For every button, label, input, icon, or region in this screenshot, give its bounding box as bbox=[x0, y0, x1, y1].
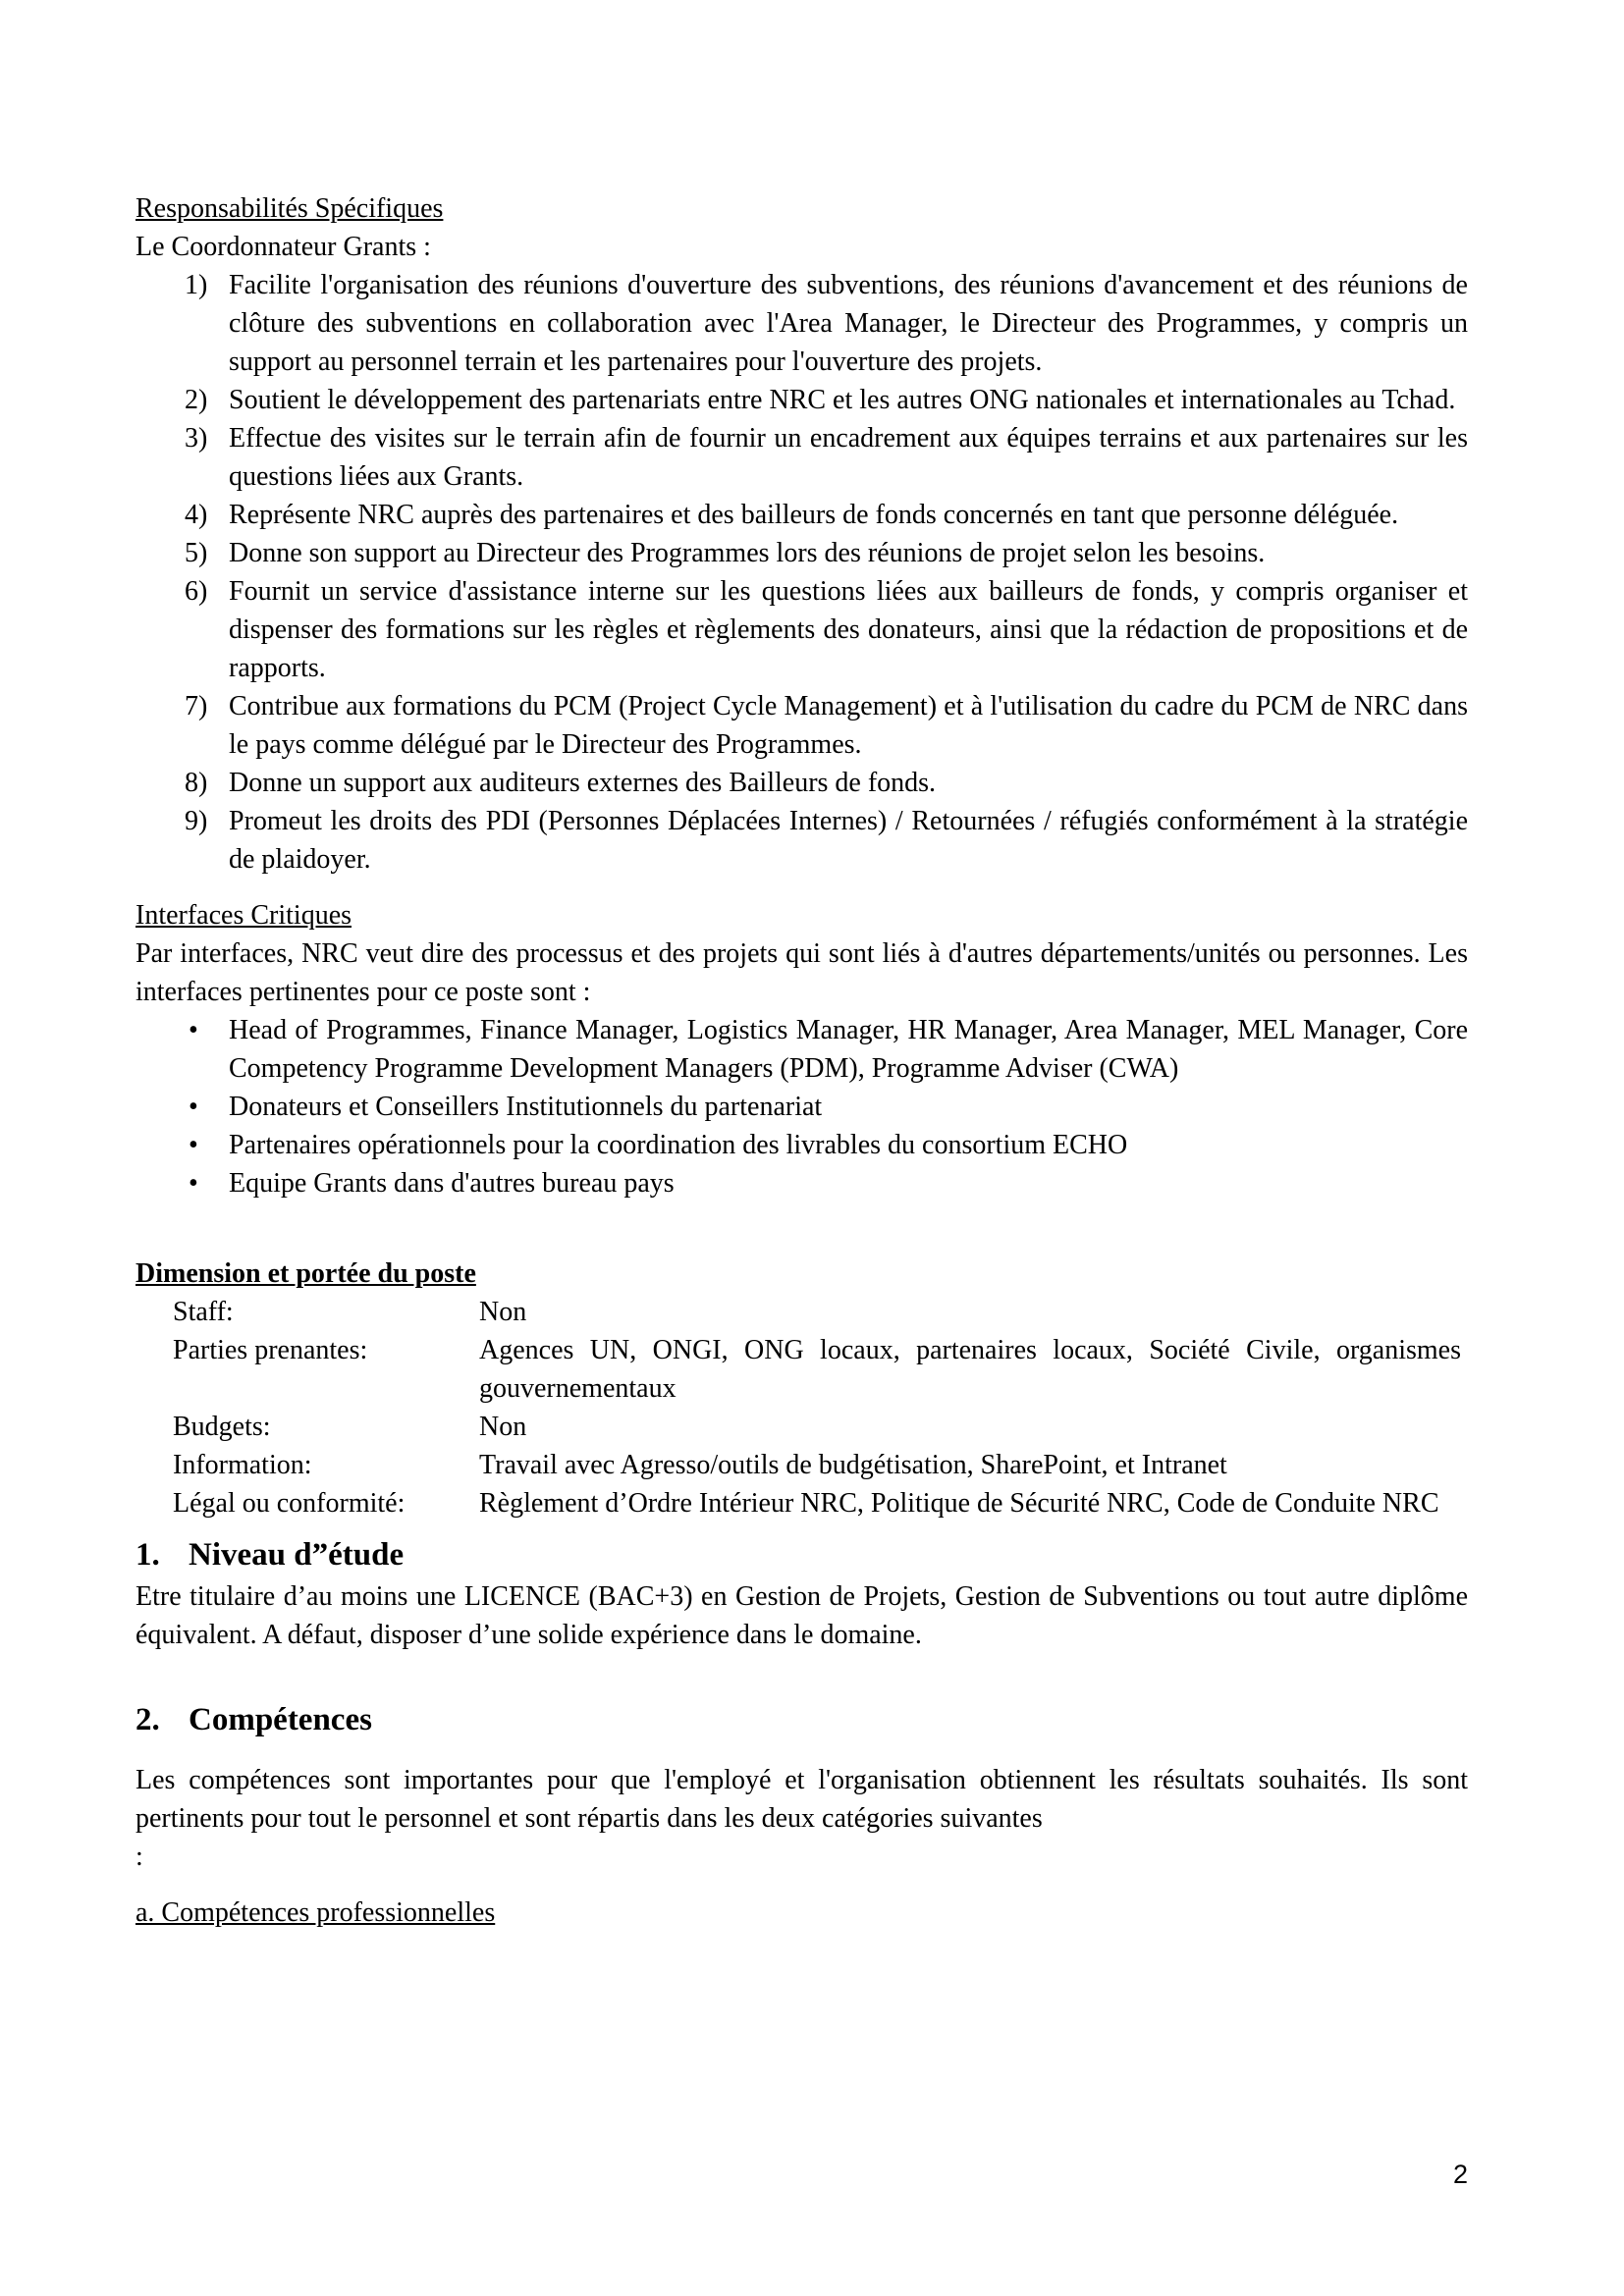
row-label: Parties prenantes: bbox=[173, 1335, 368, 1365]
row-label: Staff: bbox=[173, 1297, 234, 1327]
table-row bbox=[135, 1293, 1468, 1331]
interfaces-list bbox=[135, 1011, 1468, 1202]
responsabilites-list bbox=[135, 266, 1468, 879]
competences-subheading bbox=[135, 1894, 1468, 1932]
list-item: • Partenaires opérationnels pour la coordination des livrables du consortium ECHO bbox=[135, 1126, 1468, 1164]
responsabilites-heading-text: Responsabilités Spécifiques bbox=[135, 193, 444, 224]
row-value: Non bbox=[479, 1297, 527, 1327]
responsabilites-intro: Le Coordonnateur Grants : bbox=[135, 232, 431, 262]
interfaces-intro: Par interfaces, NRC veut dire des processus et des projets qui sont liés à d'autres départements/unités ou personnes. Les interfaces pertinentes pour ce poste sont : bbox=[135, 938, 1468, 1007]
table-row bbox=[135, 1331, 1468, 1408]
row-value: Travail avec Agresso/outils de budgétisation, SharePoint, et Intranet bbox=[479, 1450, 1227, 1480]
interfaces-heading bbox=[135, 896, 1468, 934]
row-value: Règlement d’Ordre Intérieur NRC, Politique de Sécurité NRC, Code de Conduite NRC bbox=[479, 1488, 1439, 1519]
list-item: Fournit un service d'assistance interne sur les questions liées aux bailleurs de fonds, y compris organiser et dispenser des formations sur les règles et règlements des donateurs, ainsi que la rédaction de propositions et de rapports. bbox=[229, 576, 1468, 683]
competences-heading-number: 2. bbox=[135, 1702, 160, 1737]
section-responsabilites bbox=[135, 189, 1468, 879]
competences-subheading-text: a. Compétences professionnelles bbox=[135, 1897, 496, 1928]
row-value: Non bbox=[479, 1412, 527, 1442]
table-row bbox=[135, 1446, 1468, 1484]
list-item: • Head of Programmes, Finance Manager, Logistics Manager, HR Manager, Area Manager, MEL Manager, Core Competency Programme Development Managers (PDM), Programme Adviser (CWA) bbox=[135, 1011, 1468, 1088]
row-label: Information: bbox=[173, 1450, 312, 1480]
row-label: Légal ou conformité: bbox=[173, 1488, 406, 1519]
list-item: Facilite l'organisation des réunions d'ouverture des subventions, des réunions d'avancement et des réunions de clôture des subventions en collaboration avec l'Area Manager, le Directeur des Programmes, y compris un support au personnel terrain et les partenaires pour l'ouverture des projets. bbox=[229, 270, 1468, 377]
table-row bbox=[135, 1408, 1468, 1446]
section-dimension bbox=[135, 1255, 1468, 1522]
niveau-heading-text: Niveau d”étude bbox=[189, 1537, 405, 1573]
dimension-heading bbox=[135, 1255, 1468, 1293]
competences-body: Les compétences sont importantes pour que l'employé et l'organisation obtiennent les résultats souhaités. Ils sont pertinents pour tout le personnel et sont répartis dans les deux catégories suivantes bbox=[135, 1765, 1468, 1834]
competences-heading-text: Compétences bbox=[189, 1702, 372, 1737]
list-item: • Equipe Grants dans d'autres bureau pays bbox=[135, 1164, 1468, 1202]
page-content bbox=[135, 189, 1468, 1932]
list-item: Donne un support aux auditeurs externes des Bailleurs de fonds. bbox=[229, 768, 937, 798]
dimension-heading-text: Dimension et portée du poste bbox=[135, 1258, 476, 1289]
section-competences bbox=[135, 1697, 1468, 1932]
list-item: Contribue aux formations du PCM (Project Cycle Management) et à l'utilisation du cadre du PCM de NRC dans le pays comme délégué par le Directeur des Programmes. bbox=[229, 691, 1468, 760]
list-item: Donne son support au Directeur des Programmes lors des réunions de projet selon les besoins. bbox=[229, 538, 1266, 568]
list-item: Représente NRC auprès des partenaires et des bailleurs de fonds concernés en tant que personne déléguée. bbox=[229, 500, 1399, 530]
competences-colon-line: : bbox=[135, 1842, 143, 1872]
competences-heading bbox=[135, 1697, 1468, 1742]
interfaces-heading-text: Interfaces Critiques bbox=[135, 900, 352, 931]
row-value: Agences UN, ONGI, ONG locaux, partenaires locaux, Société Civile, organismes gouvernementaux bbox=[479, 1335, 1461, 1404]
section-niveau-etude bbox=[135, 1532, 1468, 1654]
list-item: • Donateurs et Conseillers Institutionnels du partenariat bbox=[135, 1088, 1468, 1126]
list-item: Soutient le développement des partenariats entre NRC et les autres ONG nationales et internationales au Tchad. bbox=[229, 385, 1456, 415]
niveau-heading bbox=[135, 1532, 1468, 1577]
section-interfaces bbox=[135, 896, 1468, 1202]
row-label: Budgets: bbox=[173, 1412, 271, 1442]
table-row bbox=[135, 1484, 1468, 1522]
niveau-heading-number: 1. bbox=[135, 1537, 160, 1573]
responsabilites-heading bbox=[135, 189, 1468, 228]
list-item: Promeut les droits des PDI (Personnes Déplacées Internes) / Retournées / réfugiés conformément à la stratégie de plaidoyer. bbox=[229, 806, 1468, 875]
page-number: 2 bbox=[1452, 2160, 1468, 2189]
niveau-body: Etre titulaire d’au moins une LICENCE (BAC+3) en Gestion de Projets, Gestion de Subventions ou tout autre diplôme équivalent. A défaut, disposer d’une solide expérience dans le domaine. bbox=[135, 1581, 1468, 1650]
list-item: Effectue des visites sur le terrain afin de fournir un encadrement aux équipes terrains et aux partenaires sur les questions liées aux Grants. bbox=[229, 423, 1468, 492]
